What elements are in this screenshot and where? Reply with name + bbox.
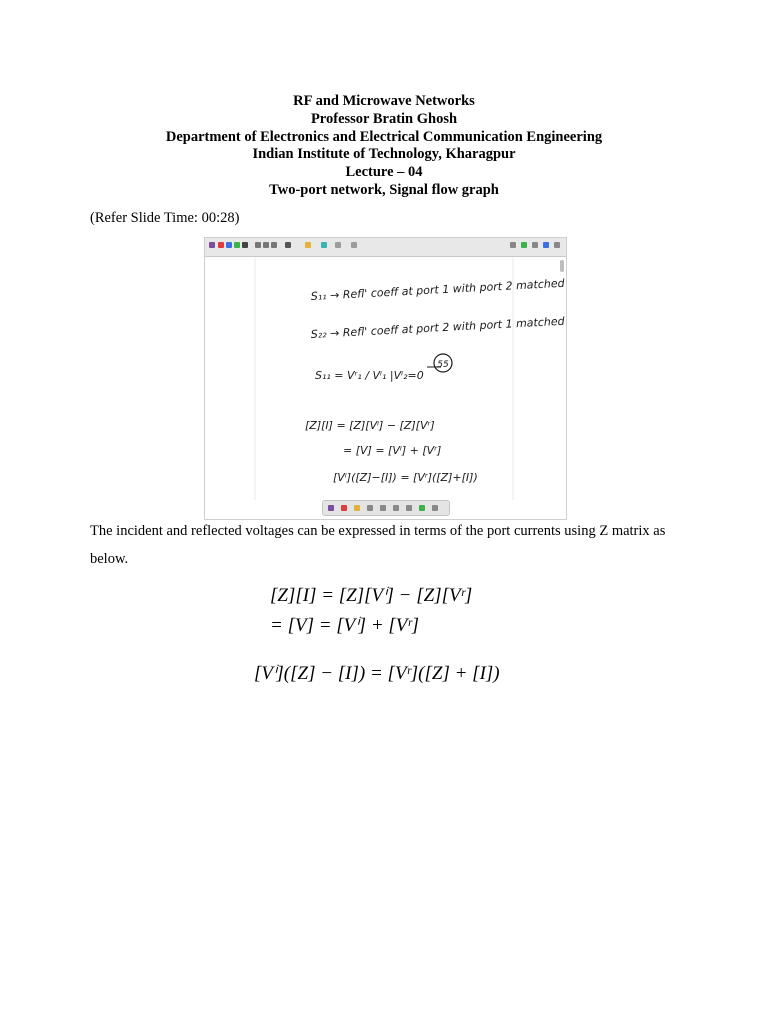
slide-line-4: [Z][I] = [Z][Vⁱ] − [Z][Vʳ] (305, 419, 435, 432)
tool-icon (367, 505, 373, 511)
color-green-icon (234, 242, 240, 248)
color-red-icon (218, 242, 224, 248)
tool-icon (380, 505, 386, 511)
tool-icon (432, 505, 438, 511)
tool-icon (255, 242, 261, 248)
tool-icon (351, 242, 357, 248)
tool-icon (554, 242, 560, 248)
tool-icon (532, 242, 538, 248)
slide-bottom-toolbar (322, 500, 450, 516)
tool-icon (271, 242, 277, 248)
document-header (0, 93, 768, 200)
equation-2: = [V] = [Vⁱ] + [Vʳ] (270, 615, 420, 636)
pen-tool-icon (328, 505, 334, 511)
body-paragraph: The incident and reflected voltages can be expressed in terms of the port currents using Z matrix as below. (90, 523, 666, 567)
professor-name: Professor Bratin Ghosh (310, 110, 458, 127)
tool-icon (510, 242, 516, 248)
course-title: RF and Microwave Networks (293, 93, 475, 109)
tool-icon (341, 505, 347, 511)
tool-icon (263, 242, 269, 248)
tool-icon (521, 242, 527, 248)
slide-line-5: = [V] = [Vⁱ] + [Vʳ] (343, 444, 442, 457)
tool-icon (321, 242, 327, 248)
tool-icon (406, 505, 412, 511)
refer-slide-time: (Refer Slide Time: 00:28) (90, 210, 240, 226)
slide-canvas (205, 257, 566, 500)
institute-name: Indian Institute of Technology, Kharagpur (252, 146, 516, 163)
tool-icon (543, 242, 549, 248)
slide-toolbar (205, 238, 566, 257)
slide-screenshot (204, 237, 567, 520)
lecture-number: Lecture – 04 (345, 164, 423, 181)
department-name: Department of Electronics and Electrical Communication Engineering (165, 128, 603, 145)
equation-1: [Z][I] = [Z][Vⁱ] − [Z][Vʳ] (270, 585, 473, 606)
equation-3: [Vⁱ]([Z] − [I]) = [Vʳ]([Z] + [I]) (254, 663, 500, 684)
pen-tool-icon (209, 242, 215, 248)
color-blue-icon (226, 242, 232, 248)
tool-icon (393, 505, 399, 511)
tool-icon (419, 505, 425, 511)
slide-line-1: S₁₁ → Refl' coeff at port 1 with port 2 matched (310, 276, 565, 303)
highlighter-icon (305, 242, 311, 248)
slide-line-2: S₂₂ → Refl' coeff at port 2 with port 1 matched (310, 314, 565, 341)
slide-line-3: S₁₁ = Vʳ₁ / Vⁱ₁ |Vⁱ₂=0 (315, 369, 424, 382)
slide-equation-number: 55 (437, 360, 449, 370)
tool-icon (354, 505, 360, 511)
tool-icon (335, 242, 341, 248)
slide-line-6: [Vⁱ]([Z]−[I]) = [Vʳ]([Z]+[I]) (333, 471, 478, 484)
color-black-icon (242, 242, 248, 248)
lecture-topic: Two-port network, Signal flow graph (269, 181, 499, 198)
tool-icon (285, 242, 291, 248)
